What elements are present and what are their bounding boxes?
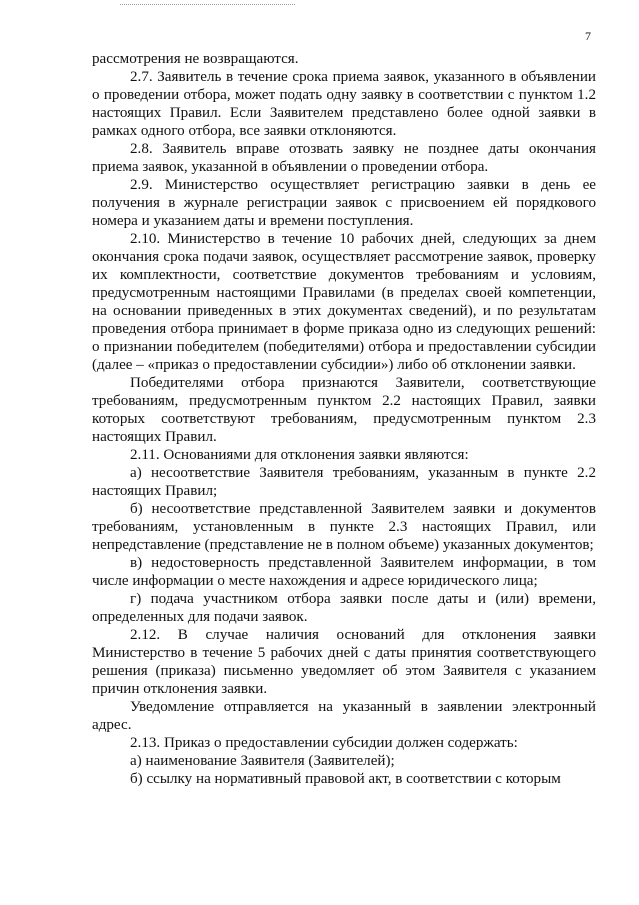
paragraph-notification: Уведомление отправляется на указанный в заявлении электронный адрес.	[92, 699, 596, 733]
document-body	[92, 50, 596, 788]
paragraph-2-13-b: б) ссылку на нормативный правовой акт, в соответствии с которым	[130, 771, 561, 787]
paragraph-2-11-g: г) подача участником отбора заявки после даты и (или) времени, определенных для подачи заявок.	[92, 591, 596, 625]
paragraph-2-7: 2.7. Заявитель в течение срока приема заявок, указанного в объявлении о проведении отбора, может подать одну заявку в соответствии с пунктом 1.2 настоящих Правил. Если Заявителем представлено более одной заявки в рамках одного отбора, все заявки отклоняются.	[92, 69, 596, 139]
top-scan-rule	[120, 4, 295, 5]
paragraph-2-13: 2.13. Приказ о предоставлении субсидии должен содержать:	[130, 735, 518, 751]
paragraph-2-9: 2.9. Министерство осуществляет регистрацию заявки в день ее получения в журнале регистрации заявок с присвоением ей порядкового номера и указанием даты и времени поступления.	[92, 177, 596, 229]
page-number: 7	[585, 29, 591, 43]
paragraph-2-11-b: б) несоответствие представленной Заявителем заявки и документов требованиям, установленным в пункте 2.3 настоящих Правил, или непредставление (представление не в полном объеме) указанных документов;	[92, 501, 596, 553]
paragraph-2-11-v: в) недостоверность представленной Заявителем информации, в том числе информации о месте нахождения и адресе юридического лица;	[92, 555, 596, 589]
paragraph-continuation: рассмотрения не возвращаются.	[92, 51, 299, 67]
paragraph-2-11-a: а) несоответствие Заявителя требованиям, указанным в пункте 2.2 настоящих Правил;	[92, 465, 596, 499]
paragraph-2-11: 2.11. Основаниями для отклонения заявки являются:	[130, 447, 469, 463]
paragraph-2-12: 2.12. В случае наличия оснований для отклонения заявки Министерство в течение 5 рабочих дней с даты принятия соответствующего решения (приказа) письменно уведомляет об этом Заявителя с указанием причин отклонения заявки.	[92, 627, 596, 697]
paragraph-2-10: 2.10. Министерство в течение 10 рабочих дней, следующих за днем окончания срока подачи заявок, осуществляет рассмотрение заявок, проверку их комплектности, соответствие документов требованиям и условиям, предусмотренным настоящими Правилами (в пределах своей компетенции, на основании приведенных в этих документах сведений), и по результатам проведения отбора принимает в форме приказа одно из следующих решений: о признании победителем (победителями) отбора и предоставлении субсидии (далее – «приказ о предоставлении субсидии») либо об отклонении заявки.	[92, 231, 596, 373]
paragraph-2-8: 2.8. Заявитель вправе отозвать заявку не позднее даты окончания приема заявок, указанной в объявлении о проведении отбора.	[92, 141, 596, 175]
paragraph-winners: Победителями отбора признаются Заявители, соответствующие требованиям, предусмотренным пунктом 2.2 настоящих Правил, заявки которых соответствуют требованиям, предусмотренным пунктом 2.3 настоящих Правил.	[92, 375, 596, 445]
paragraph-2-13-a: а) наименование Заявителя (Заявителей);	[130, 753, 395, 769]
